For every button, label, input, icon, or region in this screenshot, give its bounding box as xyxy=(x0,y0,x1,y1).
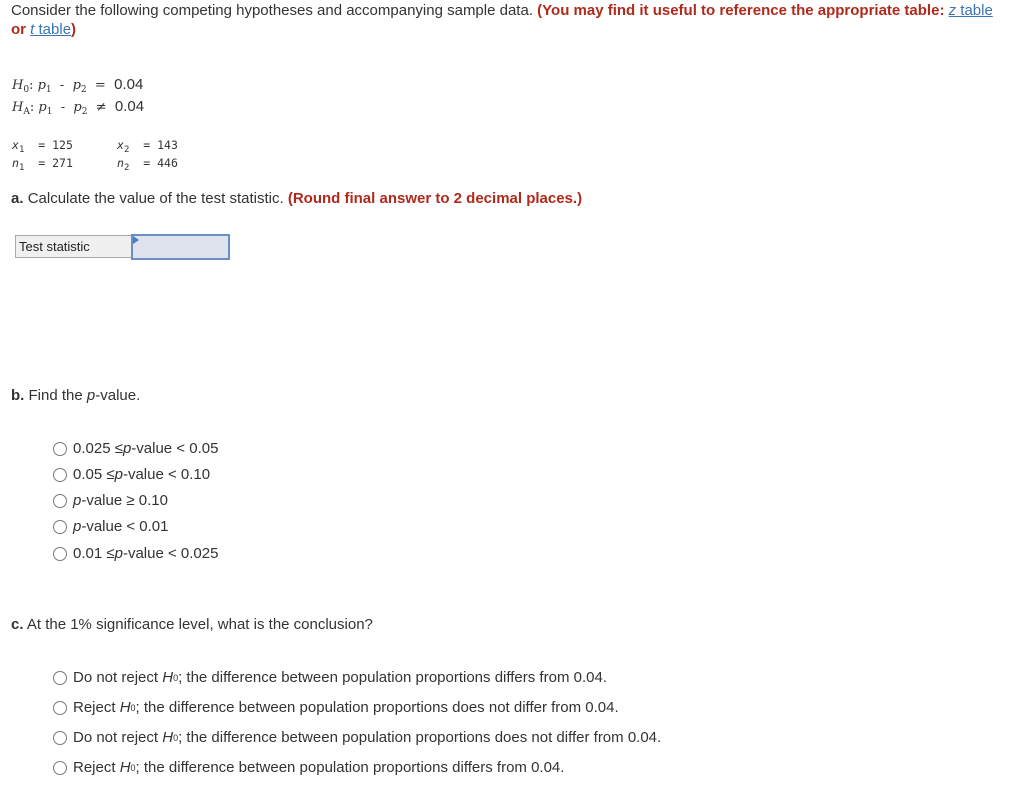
option-p: p xyxy=(73,518,82,535)
part-c-prefix: c. xyxy=(11,616,24,633)
h0-sub: 0 xyxy=(23,85,30,95)
p2-symbol: p xyxy=(72,78,81,93)
radio-icon[interactable] xyxy=(53,547,67,561)
option-post: ; the difference between population proportions does not differ from 0.04. xyxy=(178,729,662,746)
x2-label: x xyxy=(117,138,124,152)
option-p: p xyxy=(122,440,132,457)
option-hsub: 0 xyxy=(130,762,136,773)
t-table-link[interactable]: t table xyxy=(30,21,72,38)
option-pre: 0.025 ≤ xyxy=(73,440,123,457)
p1-symbol: p xyxy=(37,78,46,93)
x1-eq: = xyxy=(38,138,46,152)
p1-symbol: p xyxy=(38,100,47,115)
n1-data xyxy=(12,156,73,173)
radio-icon[interactable] xyxy=(53,468,67,482)
t-table-link-t: t xyxy=(30,21,35,38)
x2-value: 143 xyxy=(157,138,178,152)
option-pre: Reject xyxy=(73,759,120,776)
option-p: p xyxy=(114,545,123,562)
option-post: ; the difference between population proportions does not differ from 0.04. xyxy=(135,699,619,716)
option-p: p xyxy=(73,492,82,509)
option-h: H xyxy=(162,729,174,746)
minus-sign: - xyxy=(59,78,65,93)
z-table-link[interactable]: z table xyxy=(948,2,993,19)
part-a-question xyxy=(11,190,582,207)
n2-value: 446 xyxy=(157,156,178,170)
pvalue-option-3[interactable] xyxy=(53,492,168,509)
part-b-prefix: b. xyxy=(11,387,25,404)
n1-eq: = xyxy=(38,156,46,170)
ha-label: H xyxy=(12,100,24,115)
radio-icon[interactable] xyxy=(53,731,67,745)
option-pre: 0.01 ≤ xyxy=(73,545,115,562)
x1-data xyxy=(12,138,73,155)
option-post: -value < 0.10 xyxy=(122,466,211,483)
pvalue-option-5[interactable] xyxy=(53,545,218,562)
x1-value: 125 xyxy=(52,138,73,152)
option-post: ; the difference between population proportions differs from 0.04. xyxy=(135,759,565,776)
n2-eq: = xyxy=(143,156,151,170)
h0-value: 0.04 xyxy=(114,76,144,93)
h0-label: H xyxy=(12,78,24,93)
test-statistic-input[interactable] xyxy=(131,234,230,260)
conclusion-option-1[interactable] xyxy=(53,669,607,686)
radio-icon[interactable] xyxy=(53,442,67,456)
option-hsub: 0 xyxy=(173,672,179,683)
ha-sub: A xyxy=(23,107,30,117)
ha-value: 0.04 xyxy=(114,98,145,115)
intro-statement: Consider the following competing hypotheses and accompanying sample data. xyxy=(11,2,533,19)
radio-icon[interactable] xyxy=(53,761,67,775)
part-b-p: p xyxy=(86,387,96,404)
pvalue-option-2[interactable] xyxy=(53,466,210,483)
part-a-text: Calculate the value of the test statistic. xyxy=(27,190,284,207)
conclusion-option-3[interactable] xyxy=(53,729,661,746)
x1-sub: 1 xyxy=(18,145,25,155)
z-table-link-z: z xyxy=(948,2,957,19)
option-p: p xyxy=(114,466,123,483)
conclusion-option-4[interactable] xyxy=(53,759,564,776)
minus-sign: - xyxy=(60,100,66,115)
ha-operator: ≠ xyxy=(95,100,107,115)
conclusion-option-2[interactable] xyxy=(53,699,619,716)
radio-icon[interactable] xyxy=(53,494,67,508)
p2-symbol: p xyxy=(73,100,82,115)
null-hypothesis: $H_0$: $p_1 - p_2 = 0.04$ xyxy=(12,76,144,95)
option-post: -value < 0.025 xyxy=(122,545,219,562)
option-post: -value ≥ 0.10 xyxy=(81,492,168,509)
intro-text xyxy=(11,1,1001,39)
p1-sub: 1 xyxy=(45,85,52,95)
option-post: -value < 0.05 xyxy=(131,440,219,457)
option-pre: Reject xyxy=(73,699,120,716)
option-hsub: 0 xyxy=(130,702,136,713)
radio-icon[interactable] xyxy=(53,671,67,685)
test-statistic-label: Test statistic xyxy=(15,235,134,258)
option-post: -value < 0.01 xyxy=(81,518,169,535)
part-a-instruction: (Round final answer to 2 decimal places.) xyxy=(287,190,583,207)
option-pre: Do not reject xyxy=(73,669,163,686)
n2-label: n xyxy=(117,156,124,170)
x1-label: x xyxy=(12,138,19,152)
x2-data xyxy=(117,138,178,155)
radio-icon[interactable] xyxy=(53,701,67,715)
part-a-prefix: a. xyxy=(11,190,24,207)
pvalue-option-4[interactable] xyxy=(53,518,169,535)
option-h: H xyxy=(119,699,131,716)
part-b-question xyxy=(11,387,140,404)
option-h: H xyxy=(162,669,174,686)
option-pre: Do not reject xyxy=(73,729,163,746)
alternative-hypothesis: $H_A$: $p_1 - p_2 \ne 0.04$ xyxy=(12,98,145,117)
option-h: H xyxy=(119,759,131,776)
radio-icon[interactable] xyxy=(53,520,67,534)
n1-value: 271 xyxy=(52,156,73,170)
n1-label: n xyxy=(12,156,19,170)
part-c-question xyxy=(11,616,373,633)
p2-sub: 2 xyxy=(80,85,87,95)
input-flag-icon xyxy=(133,236,139,244)
part-b-suffix: -value. xyxy=(95,387,141,404)
option-hsub: 0 xyxy=(173,732,179,743)
n2-data xyxy=(117,156,178,173)
table-note-prefix: (You may find it useful to reference the appropriate table: xyxy=(537,2,945,19)
option-post: ; the difference between population proportions differs from 0.04. xyxy=(178,669,607,686)
n1-sub: 1 xyxy=(18,163,25,173)
p2-sub: 2 xyxy=(81,107,88,117)
p1-sub: 1 xyxy=(46,107,53,117)
table-note-suffix: ) xyxy=(71,21,77,38)
h0-operator: = xyxy=(94,78,106,93)
option-pre: 0.05 ≤ xyxy=(73,466,115,483)
part-b-text: Find the xyxy=(28,387,83,404)
pvalue-option-1[interactable] xyxy=(53,440,218,457)
x2-sub: 2 xyxy=(123,145,130,155)
x2-eq: = xyxy=(143,138,151,152)
table-note-or: or xyxy=(11,21,26,38)
n2-sub: 2 xyxy=(123,163,130,173)
part-c-text: At the 1% significance level, what is the conclusion? xyxy=(26,616,373,633)
